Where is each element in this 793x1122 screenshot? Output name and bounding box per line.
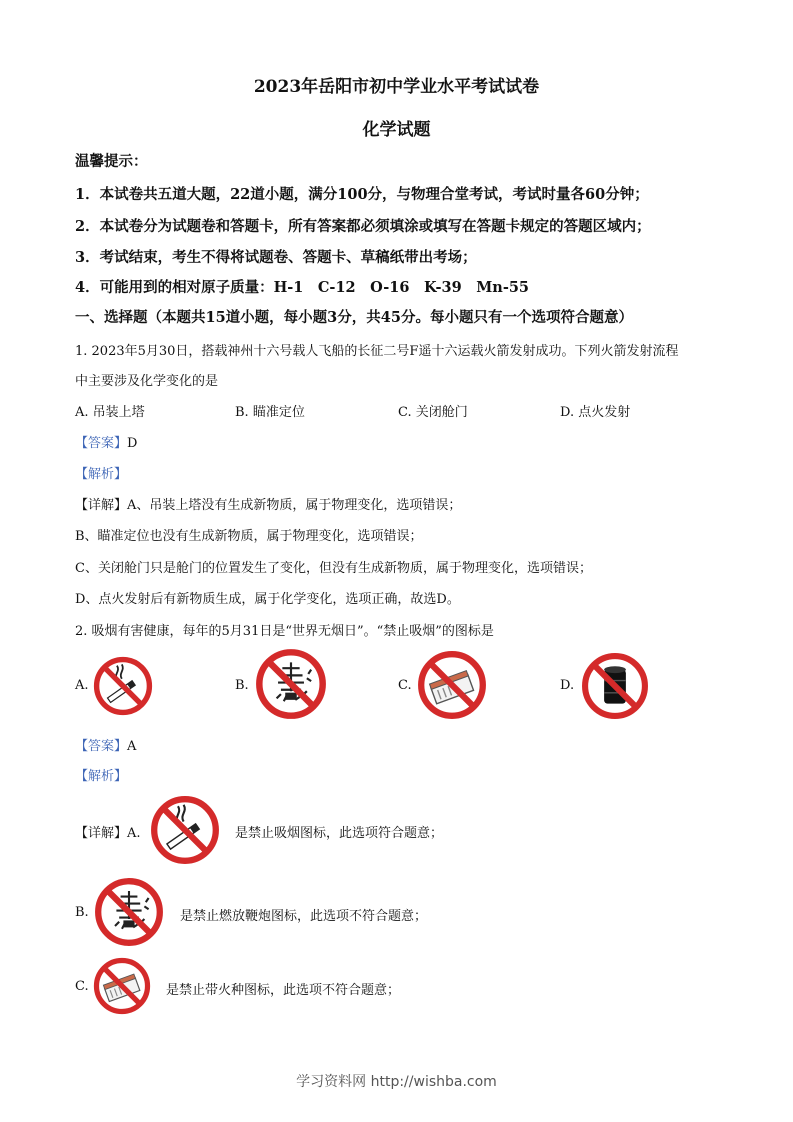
- no-firecrackers-icon: [94, 877, 164, 947]
- q1-detail-line: D、点火发射后有新物质生成，属于化学变化，选项正确，故选D。: [75, 592, 460, 607]
- no-oil-drum-icon: [581, 652, 649, 720]
- q1-option-c: C. 关闭舱门: [398, 405, 468, 420]
- notice-item: 3．考试结束，考生不得将试题卷、答题卡、草稿纸带出考场；: [75, 249, 477, 266]
- page-title: 2023年岳阳市初中学业水平考试试卷: [253, 77, 540, 97]
- notice-item: 4．可能用到的相对原子质量：H-1 C-12 O-16 K-39 Mn-55: [75, 279, 530, 296]
- q2-detail-b-text: 是禁止燃放鞭炮图标，此选项不符合题意；: [180, 909, 428, 924]
- no-smoking-icon: [150, 795, 220, 865]
- q1-detail-line: B、瞄准定位也没有生成新物质，属于物理变化，选项错误；: [75, 529, 423, 544]
- no-firecrackers-icon: [255, 648, 327, 720]
- page-subtitle: 化学试题: [362, 120, 431, 140]
- q2-answer: [75, 735, 136, 754]
- q1-detail-line: 【详解】A、吊装上塔没有生成新物质，属于物理变化，选项错误；: [75, 498, 462, 513]
- question-1-stem-cont: 中主要涉及化学变化的是: [75, 374, 219, 389]
- answer-value: D: [127, 436, 138, 451]
- answer-tag: 【答案】: [75, 739, 128, 754]
- answer-value: A: [127, 739, 137, 754]
- q1-detail-line: C、关闭舱门只是舱门的位置发生了变化，但没有生成新物质，属于物理变化，选项错误；: [75, 561, 592, 576]
- no-smoking-icon: [93, 656, 153, 716]
- analysis-tag: 【解析】: [75, 769, 128, 784]
- question-2-stem: 2. 吸烟有害健康，每年的5月31日是“世界无烟日”。“禁止吸烟”的图标是: [75, 624, 494, 639]
- notice-heading: 温馨提示：: [75, 153, 148, 170]
- q2-option-c-letter: C.: [398, 678, 412, 693]
- analysis-tag: 【解析】: [75, 467, 128, 482]
- section-heading: 一、选择题（本题共15道小题，每小题3分，共45分。每小题只有一个选项符合题意）: [75, 309, 633, 326]
- q1-option-b: B. 瞄准定位: [235, 405, 305, 420]
- notice-item: 1．本试卷共五道大题，22道小题，满分100分，与物理合堂考试，考试时量各60分钟；: [75, 186, 649, 203]
- no-matches-icon: [93, 957, 151, 1015]
- footer-watermark: 学习资料网 http://wishba.com: [296, 1074, 497, 1090]
- no-matches-icon: [417, 650, 487, 720]
- q1-answer: [75, 432, 137, 451]
- question-1-stem: 1. 2023年5月30日，搭载神州十六号载人飞船的长征二号F遥十六运载火箭发射成功。下列火箭发射流程: [75, 344, 679, 359]
- q2-option-b-letter: B.: [235, 678, 249, 693]
- q2-detail-a-prefix: 【详解】A.: [75, 826, 141, 841]
- notice-item: 2．本试卷分为试题卷和答题卡，所有答案都必须填涂或填写在答题卡规定的答题区域内；: [75, 218, 651, 235]
- q1-option-d: D. 点火发射: [560, 405, 631, 420]
- q2-detail-b-prefix: B.: [75, 905, 89, 920]
- q2-detail-a-text: 是禁止吸烟图标，此选项符合题意；: [235, 826, 444, 841]
- q2-option-a-letter: A.: [75, 678, 89, 693]
- q1-option-a: A. 吊装上塔: [75, 405, 145, 420]
- q2-option-d-letter: D.: [560, 678, 575, 693]
- answer-tag: 【答案】: [75, 436, 128, 451]
- q2-detail-c-text: 是禁止带火种图标，此选项不符合题意；: [166, 983, 401, 998]
- q2-detail-c-prefix: C.: [75, 979, 89, 994]
